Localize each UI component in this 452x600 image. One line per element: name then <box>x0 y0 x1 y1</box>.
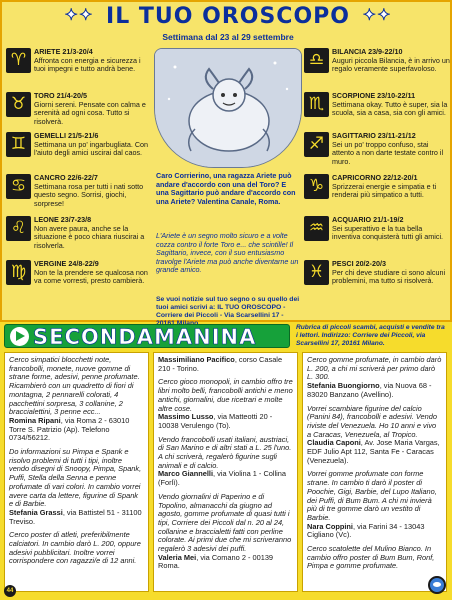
ads-column-3 <box>302 352 447 592</box>
sign-name: LEONE 23/7-23/8 <box>34 215 92 224</box>
scales-icon: ♎ <box>304 48 329 73</box>
sign-text: Settimana okay. Tutto è super, sia la scuola, sia a casa, sia con gli amici. <box>332 99 448 118</box>
ram-icon: ♈ <box>6 48 31 73</box>
classified-ad: Massimiliano Pacifico, corso Casale 210 - Torino. <box>158 355 283 373</box>
sign-name: BILANCIA 23/9-22/10 <box>332 47 403 56</box>
sign-name: ARIETE 21/3-20/4 <box>34 47 93 56</box>
classified-ad: Cerco poster di atleti, preferibilmente calciatori. In cambio darò L. 200, oppure adesivi pubblicitari. Inoltre vorrei corrispondere con ragazzi/e di 12 anni. <box>9 530 141 566</box>
fish-icon: ♓ <box>304 260 329 285</box>
virgin-icon: ♍ <box>6 260 31 285</box>
mascot-icon <box>428 576 446 594</box>
sign-text: Settimana un po' ingarbugliata. Con l'aiuto degli amici uscirai dal caos. <box>34 139 149 158</box>
ram-bull-illustration-icon <box>155 49 302 168</box>
sign-name: GEMELLI 21/5-21/6 <box>34 131 99 140</box>
contact-note: Se vuoi notizie sul tuo segno o su quello dei tuoi amici scrivi a: IL TUO OROSCOPO - Corriere dei Piccoli - Via Scarsellini 17 - <box>156 296 300 319</box>
ads-column-1 <box>4 352 149 592</box>
bull-icon: ♉ <box>6 92 31 117</box>
secondamanina-header <box>4 324 448 348</box>
horoscope-title: ✦✦ IL TUO OROSCOPO ✦✦ <box>64 4 392 29</box>
sign-name: VERGINE 24/8-22/9 <box>34 259 99 268</box>
reader-question: Caro Corrierino, una ragazza Ariete può andare d'accordo con una del Toro? E una Sagittario può andare d'accordo con una Ariete? Valentina Canale, Roma. <box>156 171 296 206</box>
classified-ad: Cerco gomme profumate, in cambio darò L. 200, a chi mi scriverà per primo darò L. 300. Stefania Buongiorno, via Nuova 68 - 83020 Banzano (Avellino). <box>307 355 442 399</box>
page-number: 44 <box>4 585 16 597</box>
lion-icon: ♌ <box>6 216 31 241</box>
secondamanina-title: SECONDAMANINA <box>33 325 257 349</box>
sign-text: Per chi deve studiare ci sono alcuni problemini, ma tutto si risolverà. <box>332 267 446 286</box>
ads-column-2 <box>153 352 298 592</box>
sign-name: CANCRO 22/6-22/7 <box>34 173 98 182</box>
classified-ad: Cerco scatolette del Mulino Bianco. In cambio offro poster di Bum Bum, Ronf, Pimpa e gomme profumate. <box>307 544 435 571</box>
sign-text: Giorni sereni. Pensate con calma e serenità ad ogni cosa. Tutto si risolverà. <box>34 99 146 126</box>
sign-text: Sei superattivo e la tua bella inventiva conquisterà tutti gli amici. <box>332 223 444 242</box>
classified-ad: Vendo giornalini di Paperino e di Topolino, almanacchi da giugno ad agosto, gomme profumate di quasi tutti i tipi, Corriere dei Piccoli dal n. 20 al 24, collanine e braccialetti fatti con perline colorate. Ai primi due che mi scriveranno regalerò 3 adesivi dei puffi. Valeria Mei, via Comano 2 - 00139 Roma. <box>158 491 292 571</box>
arrow-right-icon <box>10 327 29 346</box>
goat-icon: ♑ <box>304 174 329 199</box>
sign-text: Affronta con energia e sicurezza i tuoi impegni e tutto andrà bene. <box>34 55 141 74</box>
sign-name: CAPRICORNO 22/12-20/1 <box>332 173 418 182</box>
water-bearer-icon: ♒ <box>304 216 329 241</box>
sign-text: Sprizzerai energie e simpatia e ti renderai più simpatico a tutti. <box>332 181 437 200</box>
secondamanina-logo <box>4 324 290 348</box>
sign-name: ACQUARIO 21/1-19/2 <box>332 215 404 224</box>
horoscope-week: Settimana dal 23 al 29 settembre <box>162 32 294 42</box>
secondamanina-rubric: Rubrica di piccoli scambi, acquisti e vendite tra i lettori. Indirizzo: Corriere dei Piccoli, via Scarsellini 17, 20161 Milano. <box>296 324 445 347</box>
sign-text: Non avere paura, anche se la situazione è poco chiara riuscirai a risolverla. <box>34 223 145 250</box>
sign-name: SAGITTARIO 23/11-21/12 <box>332 131 416 140</box>
sign-name: TORO 21/4-20/5 <box>34 91 88 100</box>
classified-ad: Vorrei gomme profumate con forme strane. In cambio ti darò il poster di Poochie, Gigi, Barbie, del Lupo Italiano, dei Puffi, di Bum Bum. A chi mi invierà più di tre gomme darò un vestito di Barbie. Nara Coppini, via Farini 34 - 13043 Cigliano (Vc). <box>307 469 437 540</box>
classified-ad: Cerco simpatici blocchetti note, francobolli, monete, nuove gomme di strane forme, adesivi, penne profumate. Ricambierò con un quadretto di fiori di montagna, 2 pennarelli colorati, 4 pacchettini sorpresa, 3 collanine, 2 braccialettini, 3 penne ecc... Romina Ripani, via Roma 2 - 63010 Torre S. Patrizio (Ap). Telefono 0734/56212. <box>9 355 140 443</box>
classified-ad: Do informazioni su Pimpa e Spank e risolvo problemi di tutti i tipi, inoltre vendo disegni di Snoopy, Pimpa, Spank, Puffi, Stella della Senna e penne profumate di vari colori. In cambio vorrei avere carta da lettere, figurine di Spank e di Barbie. Stefania Grassi, via Battistel 51 - 31100 Treviso. <box>9 447 142 526</box>
reader-question-box <box>154 48 302 320</box>
twins-icon: ♊ <box>6 132 31 157</box>
classified-ad: Vorrei scambiare figurine del calcio (Panini 84), francobolli e adesivi. Vendo riviste del Venezuela. Ho 10 anni e vivo a Caracas, Venezuela, al Tropico. Claudia Caponi, Av. Jose Maria Vargas, EDF Julio Apt 112, Santa Fe - Caracas (Venezuela). <box>307 403 440 465</box>
sign-name: SCORPIONE 23/10-22/11 <box>332 91 416 100</box>
archer-icon: ♐ <box>304 132 329 157</box>
sign-text: Auguri piccola Bilancia, è in arrivo un regalo veramente superfavoloso. <box>332 55 450 74</box>
sign-text: Settimana rosa per tutti i nati sotto questo segno. Sorrisi, giochi, sorprese! <box>34 181 144 208</box>
star-icon: ✦✦ <box>64 5 94 24</box>
classified-ad: Vendo francobolli usati italiani, austriaci, di San Marino e di altri stati a L. 25 l'uno. A chi scriverà, regalerò figurine sugli animali e di calcio. Marco Giannelli, via Violina 1 - Collina (Forlì). <box>158 434 292 488</box>
sign-text: Non te la prendere se qualcosa non va come vorresti, presto cambierà. <box>34 267 148 286</box>
crab-icon: ♋ <box>6 174 31 199</box>
sign-name: PESCI 20/2-20/3 <box>332 259 386 268</box>
classified-ad: Cerco gioco monopoli, in cambio offro tre libri molto belli, francobolli antichi e meno antichi, giornalini, due ricetrari e molte altre cose. Massimo Lusso, via Matteotti 20 - 10038 Verulengo (To). <box>158 377 293 430</box>
reader-answer: L'Ariete è un segno molto sicuro e a volte cozza contro il forte Toro e... che scintille! Il Sagittario, invece, con il suo entusiasmo travolge l'Ariete ma può anche diventarne un grande amico. <box>156 231 299 275</box>
scorpion-icon: ♏ <box>304 92 329 117</box>
zodiac-illustration <box>154 48 302 168</box>
sign-text: Sei un po' troppo confuso, stai attento a non darte testate contro il muro. <box>332 139 444 166</box>
star-icon: ✦✦ <box>362 5 392 24</box>
